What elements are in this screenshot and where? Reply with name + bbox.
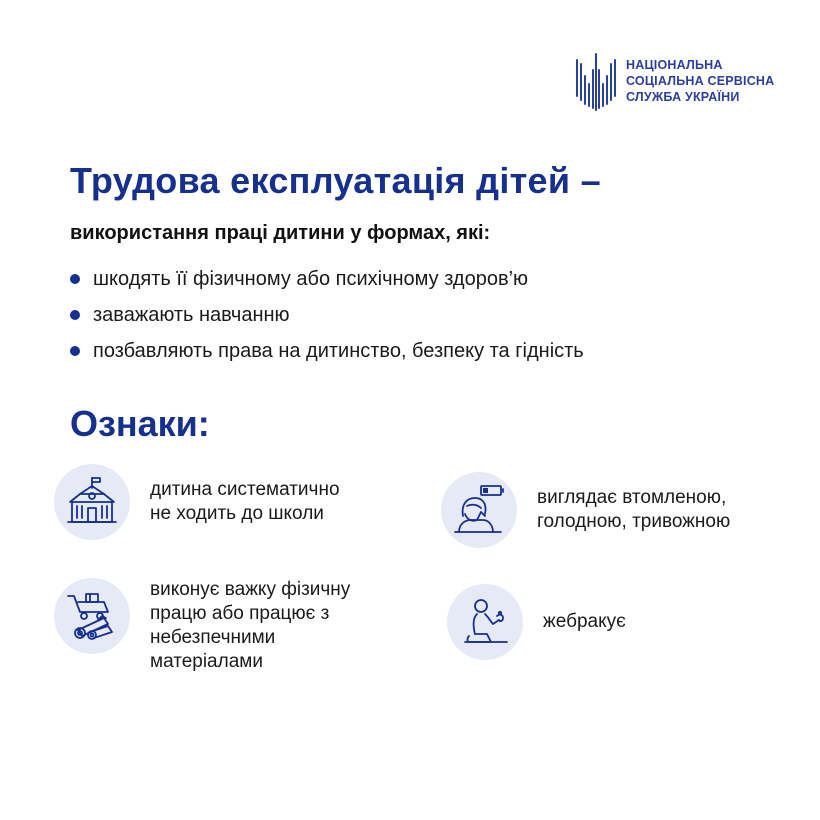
logo-line: СЛУЖБА УКРАЇНИ [626, 90, 740, 104]
list-item-text: позбавляють права на дитинство, безпеку та гідність [93, 339, 584, 362]
nssu-logo [574, 50, 774, 112]
sign-icon-circle [54, 464, 130, 540]
list-item-text: заважають навчанню [93, 303, 290, 326]
list-item [70, 333, 584, 369]
sign-text: дитина систематично не ходить до школи [150, 479, 340, 524]
sign-text: жебракує [543, 611, 626, 632]
sign-item-hard-labor [54, 578, 350, 674]
page-subtitle: використання праці дитини у формах, які: [70, 222, 491, 244]
logo-text [626, 57, 774, 105]
bullet-dot-icon [70, 274, 80, 284]
sign-text: виглядає втомленою, голодною, тривожною [537, 487, 731, 532]
sign-item-school [54, 464, 340, 540]
begging-child-icon [457, 594, 513, 650]
list-item-text: шкодять її фізичному або психічному здоров’ю [93, 267, 529, 290]
tired-child-icon [451, 482, 507, 538]
list-item [70, 261, 584, 297]
logo-line: НАЦІОНАЛЬНА [626, 58, 723, 72]
logo-line: СОЦІАЛЬНА СЕРВІСНА [626, 74, 775, 88]
wheelbarrow-logs-icon [64, 588, 120, 644]
page-title: Трудова експлуатація дітей – [70, 160, 601, 201]
sign-text: виконує важку фізичну працю або працює з небезпечними матеріалами [150, 579, 351, 672]
bullet-dot-icon [70, 310, 80, 320]
sign-icon-circle [441, 472, 517, 548]
sign-item-begging [447, 584, 626, 660]
signs-heading: Ознаки: [70, 403, 210, 444]
list-item [70, 297, 584, 333]
trident-logo-icon [574, 50, 618, 112]
bullet-dot-icon [70, 346, 80, 356]
school-icon [64, 474, 120, 530]
sign-icon-circle [54, 578, 130, 654]
sign-item-tired [441, 472, 730, 548]
bullet-list [70, 261, 584, 369]
sign-icon-circle [447, 584, 523, 660]
